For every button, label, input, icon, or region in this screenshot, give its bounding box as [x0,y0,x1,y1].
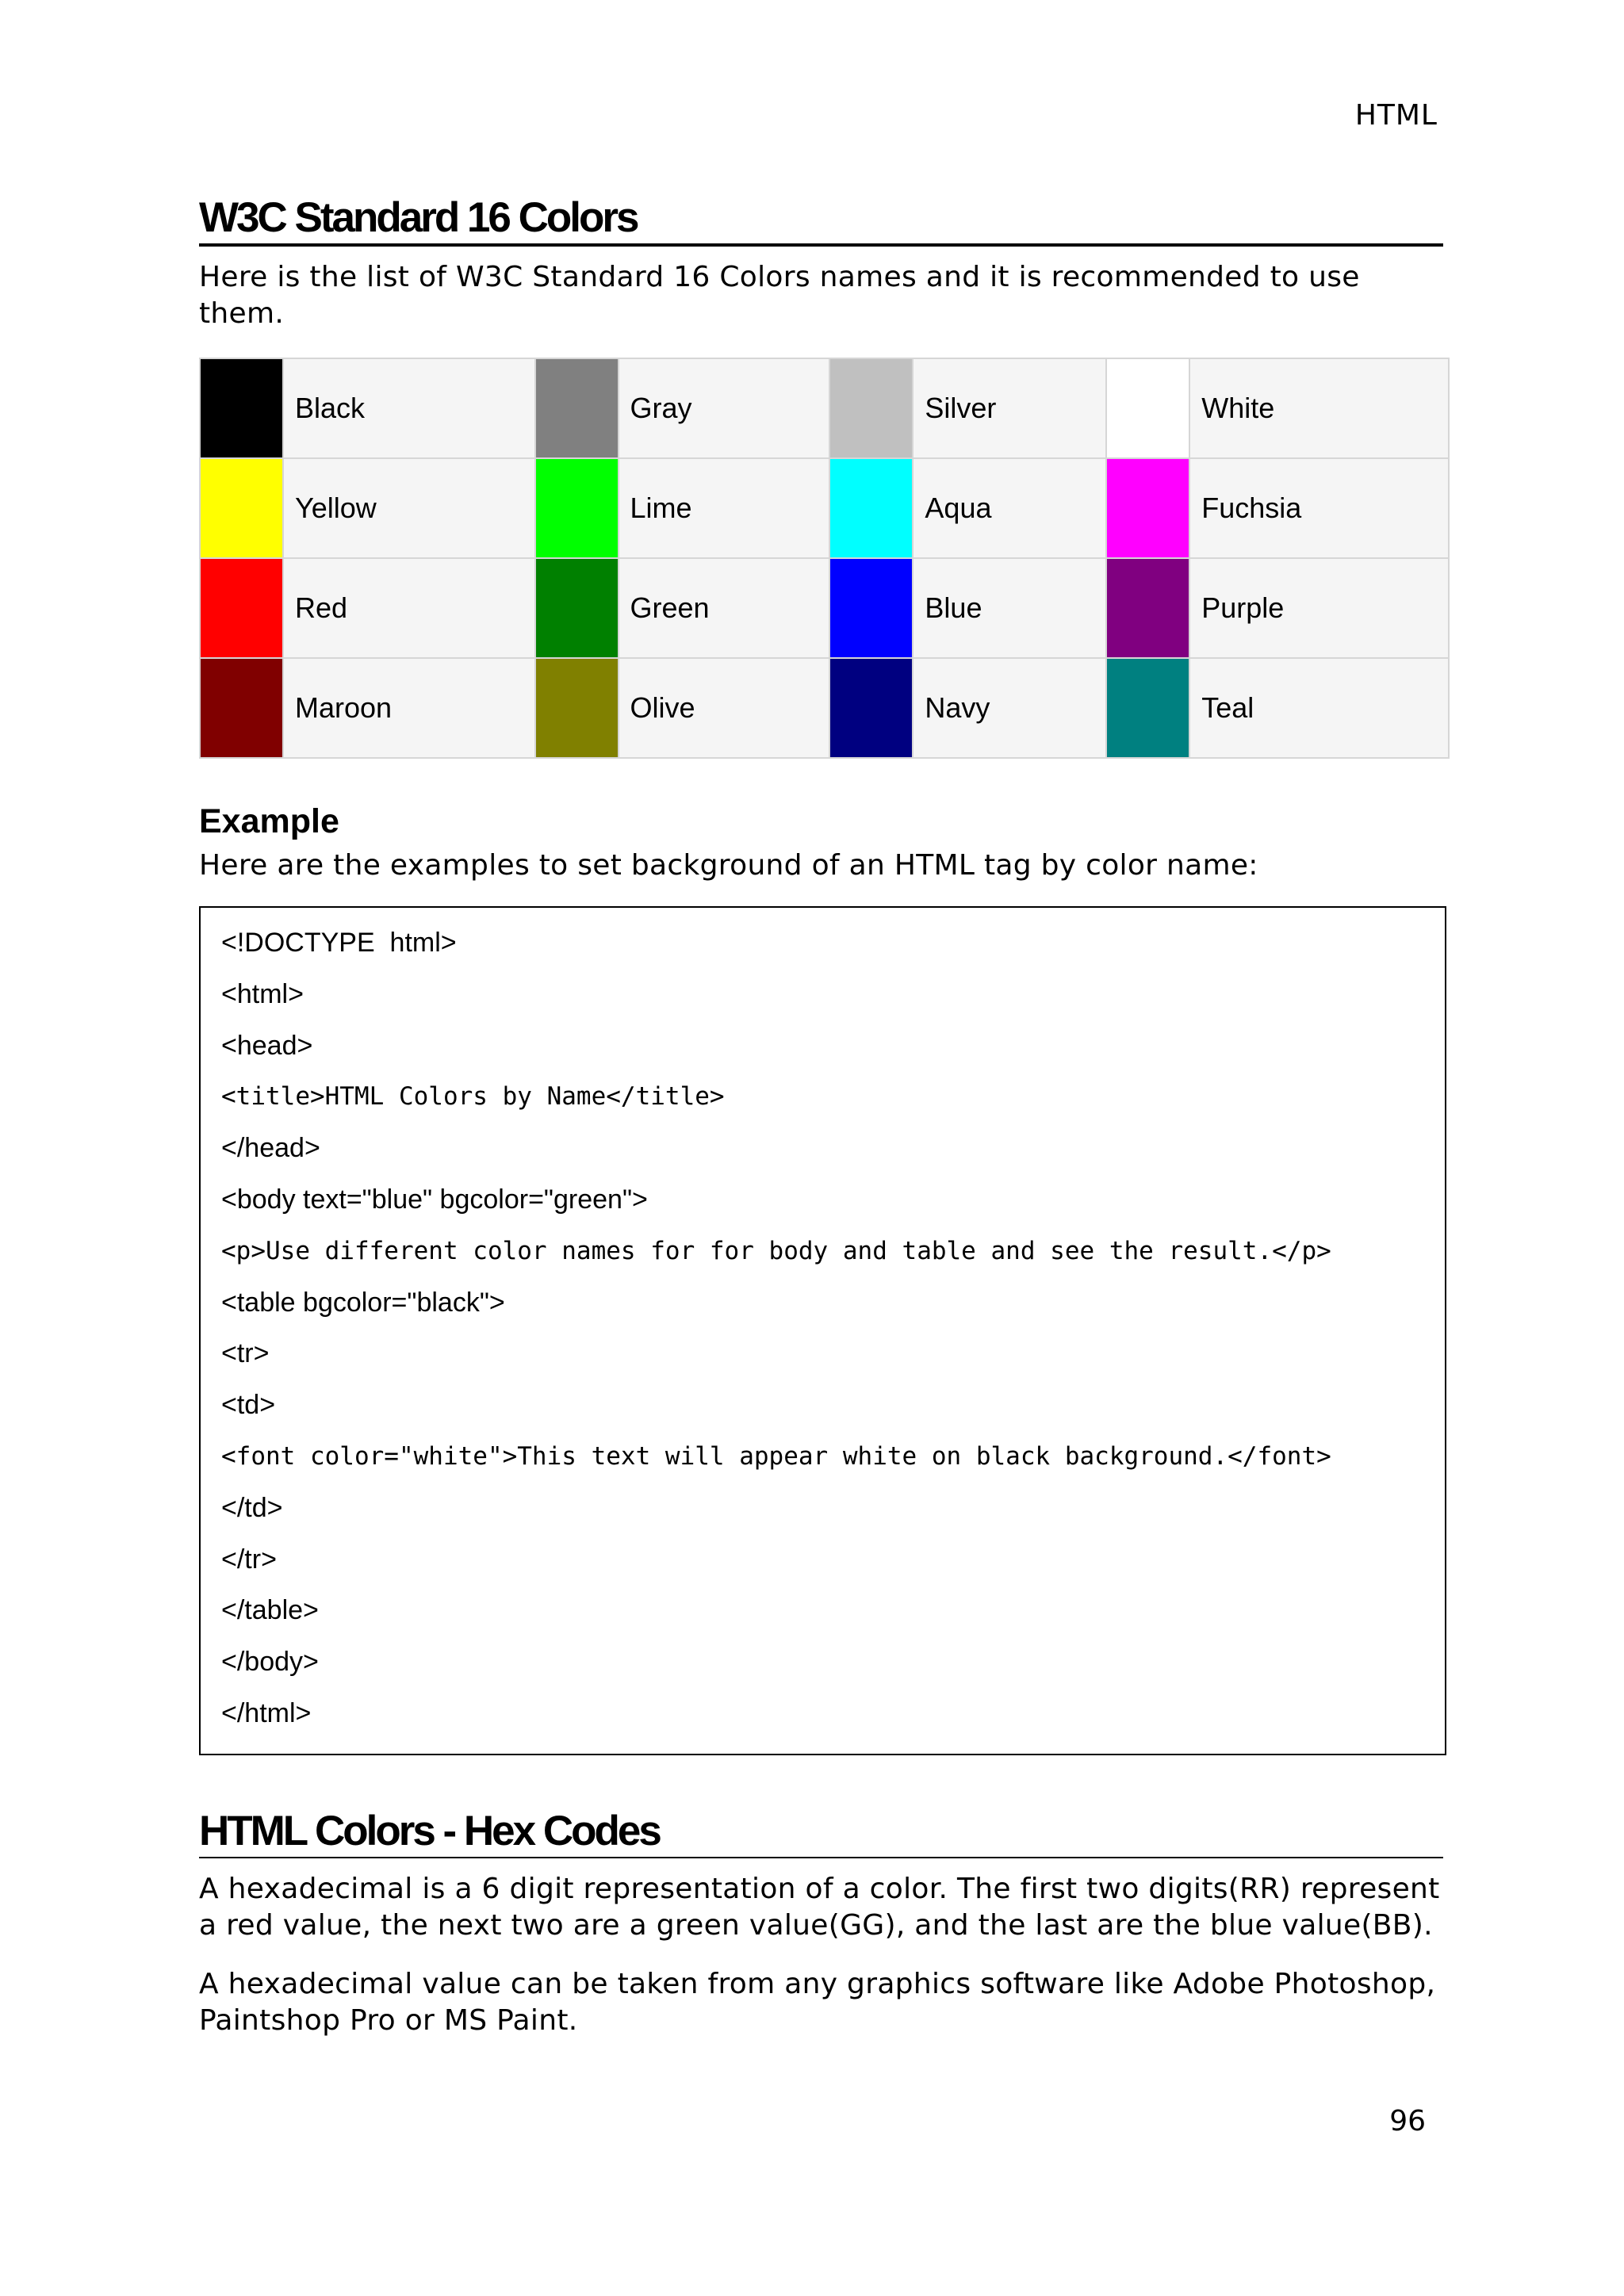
section-title-hex-codes: HTML Colors - Hex Codes [199,1808,1443,1858]
code-line: <html> [221,978,304,1009]
code-line: <tr> [221,1338,270,1369]
color-swatch [1106,458,1189,558]
color-name: Fuchsia [1189,458,1449,558]
color-swatch [829,458,913,558]
hex-codes-section [199,1808,1443,2039]
color-name: Purple [1189,558,1449,658]
color-name: Green [619,558,830,658]
color-table-row [200,658,1449,758]
color-name: Navy [913,658,1106,758]
color-swatch [829,658,913,758]
color-table-row [200,358,1449,458]
color-swatch [200,558,283,658]
color-swatch [535,358,619,458]
color-name: Silver [913,358,1106,458]
color-name: Aqua [913,458,1106,558]
code-example-box [199,906,1446,1755]
color-swatch [1106,558,1189,658]
color-swatch [535,558,619,658]
color-name: Yellow [283,458,535,558]
color-swatch [535,458,619,558]
example-heading: Example [199,802,339,840]
hex-codes-paragraph-1: A hexadecimal is a 6 digit representation of a color. The first two digits(RR) represent a red value, the next two are a green value(GG), and the last are the blue value(BB). [199,1872,1440,1942]
color-name: Maroon [283,658,535,758]
running-header: HTML [1354,99,1438,132]
color-name: White [1189,358,1449,458]
page-content [199,194,1443,2039]
code-line: </table> [221,1595,319,1626]
color-name: Teal [1189,658,1449,758]
code-line: </body> [221,1647,319,1678]
color-name: Blue [913,558,1106,658]
color-table-row [200,558,1449,658]
code-line: <font color="white">This text will appear white on black background.</font> [221,1441,1331,1471]
color-swatch [829,558,913,658]
hex-codes-paragraph-2: A hexadecimal value can be taken from any graphics software like Adobe Photoshop, Paintshop Pro or MS Paint. [199,1967,1436,2037]
w3c-colors-intro: Here is the list of W3C Standard 16 Colors names and it is recommended to use them. [199,261,1360,330]
code-line: </td> [221,1492,283,1523]
color-name: Olive [619,658,830,758]
code-line: <!DOCTYPE html> [221,928,457,958]
code-line: <head> [221,1030,313,1061]
color-name: Lime [619,458,830,558]
color-table-row [200,458,1449,558]
page-number: 96 [1389,2105,1426,2137]
color-swatch [1106,658,1189,758]
code-line: </head> [221,1133,320,1164]
color-swatch [535,658,619,758]
code-line: <td> [221,1390,276,1421]
code-line: <table bgcolor="black"> [221,1287,505,1318]
color-name: Red [283,558,535,658]
color-swatch [1106,358,1189,458]
color-swatch [829,358,913,458]
code-line: <body text="blue" bgcolor="green"> [221,1184,648,1215]
color-name: Gray [619,358,830,458]
color-swatch [200,358,283,458]
example-intro: Here are the examples to set background of an HTML tag by color name: [199,849,1258,882]
code-line: <title>HTML Colors by Name</title> [221,1082,725,1112]
color-table [199,358,1450,759]
section-title-w3c-colors: W3C Standard 16 Colors [199,194,1443,247]
code-line: <p>Use different color names for for body and table and see the result.</p> [221,1236,1331,1265]
color-name: Black [283,358,535,458]
color-swatch [200,458,283,558]
code-line: </html> [221,1697,312,1728]
code-line: </tr> [221,1544,277,1575]
color-swatch [200,658,283,758]
